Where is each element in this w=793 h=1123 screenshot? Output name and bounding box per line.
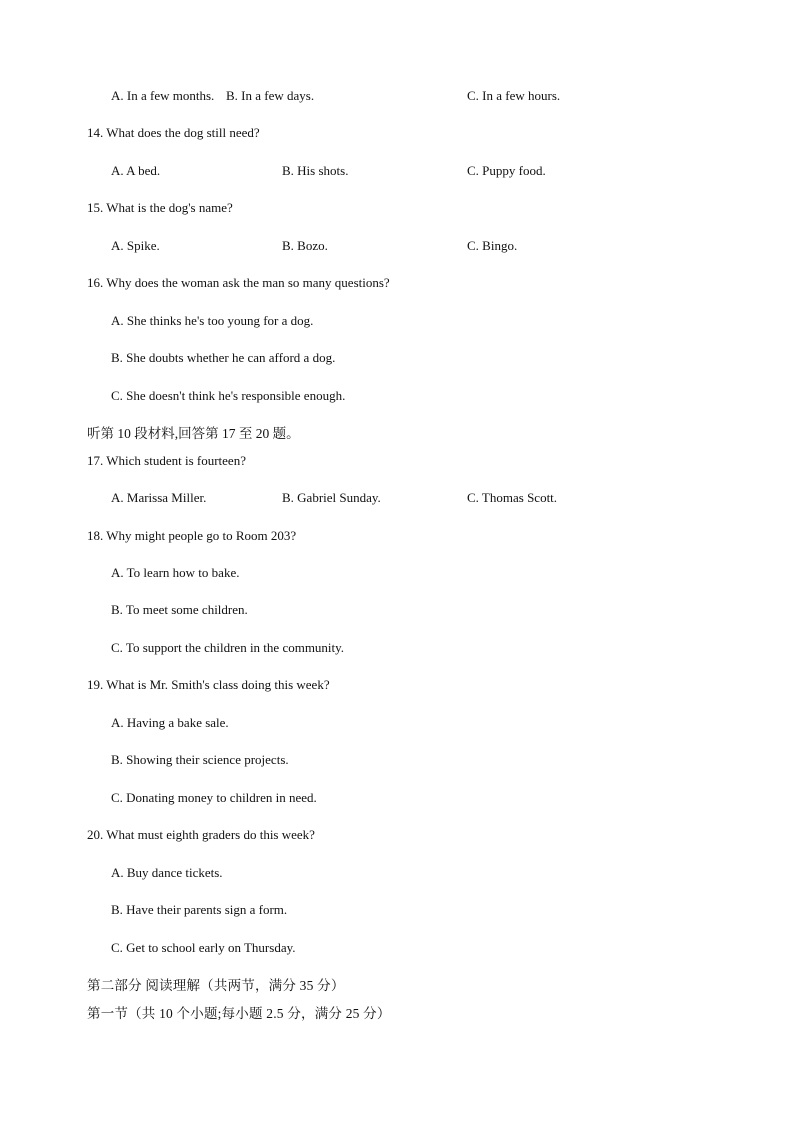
q20-question: 20. What must eighth graders do this week? — [87, 827, 315, 842]
q18-option-c: C. To support the children in the community. — [111, 640, 345, 655]
q16-question: 16. Why does the woman ask the man so many questions? — [87, 275, 390, 290]
q19-option-b: B. Showing their science projects. — [111, 752, 289, 767]
part2-title: 第二部分 阅读理解（共两节，满分 35 分） — [87, 978, 345, 993]
q16-option-c: C. She doesn't think he's responsible enough. — [111, 388, 346, 403]
part2-section1-heading: 第一节（共 10 个小题;每小题 2.5 分，满分 25 分） — [87, 1006, 391, 1021]
q13-option-c: C. In a few hours. — [467, 88, 561, 103]
q19-option-a: A. Having a bake sale. — [111, 715, 229, 730]
q15-option-c: C. Bingo. — [467, 238, 518, 253]
q20-option-c: C. Get to school early on Thursday. — [111, 940, 296, 955]
q17-option-a: A. Marissa Miller. — [111, 490, 207, 505]
q18-option-a: A. To learn how to bake. — [111, 565, 240, 580]
q18-question: 18. Why might people go to Room 203? — [87, 528, 297, 543]
q16-option-a: A. She thinks he's too young for a dog. — [111, 313, 314, 328]
q13-option-b: B. In a few days. — [226, 88, 315, 103]
section10-instruction: 听第 10 段材料,回答第 17 至 20 题。 — [87, 426, 300, 441]
q15-option-a: A. Spike. — [111, 238, 160, 253]
q16-option-b: B. She doubts whether he can afford a dog. — [111, 350, 336, 365]
q17-question: 17. Which student is fourteen? — [87, 453, 246, 468]
q17-option-c: C. Thomas Scott. — [467, 490, 558, 505]
q20-option-b: B. Have their parents sign a form. — [111, 902, 288, 917]
q17-option-b: B. Gabriel Sunday. — [282, 490, 381, 505]
q14-option-b: B. His shots. — [282, 163, 349, 178]
q14-option-c: C. Puppy food. — [467, 163, 546, 178]
q15-question: 15. What is the dog's name? — [87, 200, 233, 215]
q15-option-b: B. Bozo. — [282, 238, 328, 253]
q19-question: 19. What is Mr. Smith's class doing this week? — [87, 677, 330, 692]
q20-option-a: A. Buy dance tickets. — [111, 865, 223, 880]
q13-option-a: A. In a few months. — [111, 88, 215, 103]
q14-question: 14. What does the dog still need? — [87, 125, 260, 140]
q14-option-a: A. A bed. — [111, 163, 161, 178]
q18-option-b: B. To meet some children. — [111, 602, 248, 617]
q19-option-c: C. Donating money to children in need. — [111, 790, 317, 805]
